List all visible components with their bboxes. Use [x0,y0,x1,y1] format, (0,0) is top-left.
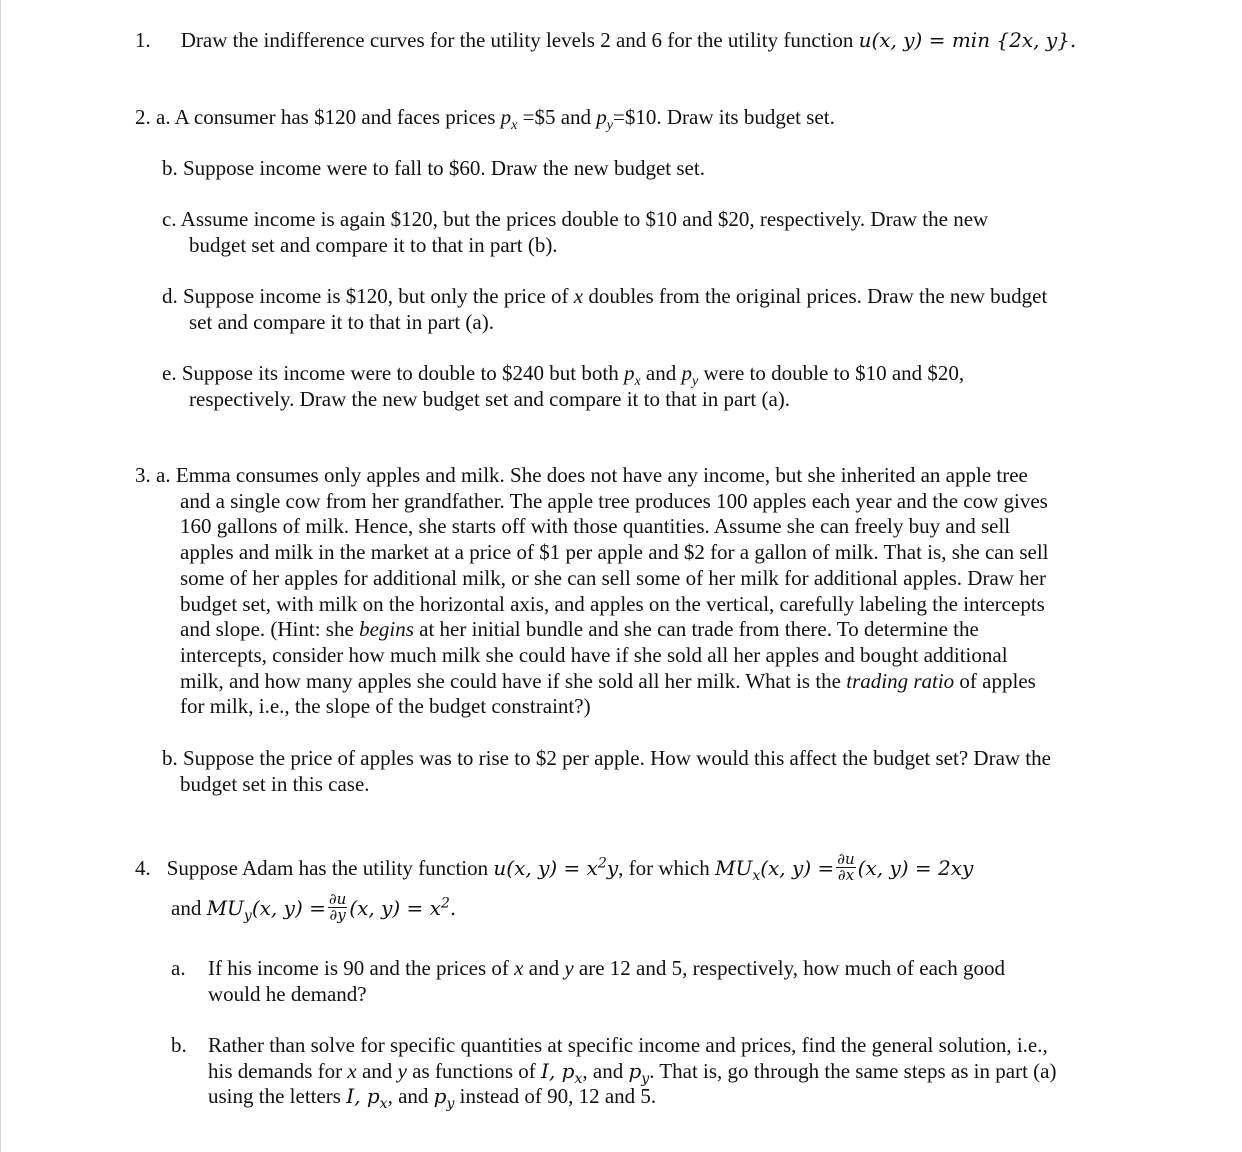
question-2b [162,156,705,182]
part-text: and a single cow from her grandfather. The apple tree produces 100 apples each year and the cow gives [180,488,1048,513]
part-text: Suppose income were to fall to $60. Draw the new budget set. [183,156,705,180]
part-text: were to double to $10 and $20, [698,361,965,385]
part-label: b. [171,1033,187,1057]
question-2e [162,361,964,412]
part-label: a. [156,105,171,129]
question-2a [135,105,835,134]
part-text: budget set in this case. [180,771,370,796]
part-text: using the letters [208,1084,347,1109]
py-subscript: y [692,374,699,390]
part-text: . That is, go through the same steps as in part (a) [649,1058,1057,1083]
part-label: e. [162,361,177,385]
question-1 [135,28,1076,54]
question-text: Draw the indifference curves for the utility levels 2 and 6 for the utility function [180,28,859,52]
question-4-line2 [171,890,457,925]
y-symbol: y [564,956,574,980]
question-number: 4. [135,856,151,880]
part-label: a. [156,463,171,487]
emphasis-text: trading ratio [846,668,955,693]
y-symbol: y [397,1058,407,1083]
part-text: Assume income is again $120, but the prices double to $10 and $20, respectively. Draw the new [180,207,989,231]
part-text: , and [387,1084,434,1109]
part-text: for milk, i.e., the slope of the budget constraint?) [180,694,591,719]
question-2d [162,284,1047,335]
part-text: are 12 and 5, respectively, how much of each good [573,956,1005,980]
part-text: If his income is 90 and the prices of [208,956,515,980]
part-text: doubles from the original prices. Draw the new budget [583,284,1048,308]
part-text: budget set, with milk on the horizontal axis, and apples on the vertical, carefully labeling the intercepts [180,591,1045,616]
py-subscript: y [606,118,614,134]
part-text: of apples [954,668,1036,693]
px-subscript: x [511,118,518,134]
part-text: and [523,956,565,980]
part-text: , and [582,1058,629,1083]
question-number: 3. [135,463,151,487]
part-text: budget set and compare it to that in part (b). [189,232,558,257]
question-2c [162,207,988,258]
part-label: d. [162,284,178,308]
px-symbol: p [500,105,512,129]
question-3b [162,746,1051,797]
income-price-symbols: I, $p_x$ [541,1058,583,1087]
question-text: Suppose Adam has the utility function [166,856,494,880]
py-symbol: $p_y$ [433,1084,455,1113]
x-symbol: x [514,956,524,980]
part-text: A consumer has $120 and faces prices [174,105,501,129]
part-text: Emma consumes only apples and milk. She does not have any income, but she inherited an apple tree [175,463,1028,487]
part-text: respectively. Draw the new budget set and compare it to that in part (a). [189,386,791,411]
part-text: =$5 and [517,105,597,129]
part-label: b. [162,156,178,180]
py-symbol: p [681,361,692,385]
part-text: Suppose the price of apples was to rise to $2 per apple. How would this affect the budget set? Draw the [183,746,1051,770]
x-symbol: x [573,284,584,308]
part-text: and slope. (Hint: she [180,617,360,642]
px-subscript: x [634,374,641,390]
mux-formula: $MU_x(x$, y) = $\frac{\partial u}{\partial x}$ (x, y) = 2xy [714,850,974,884]
x-symbol: x [347,1058,357,1083]
part-text: apples and milk in the market at a price of $1 per apple and $2 for a gallon of milk. That is, she can sell [180,540,1049,565]
py-symbol: $p_y$ [628,1058,650,1087]
question-number: 2. [135,105,151,129]
part-text: Rather than solve for specific quantities at specific income and prices, find the general solution, i.e., [208,1033,1048,1057]
part-text: instead of 90, 12 and 5. [454,1084,657,1109]
question-number: 1. [135,28,151,52]
part-text: Suppose its income were to double to $240 but both [181,361,624,385]
part-text: milk, and how many apples she could have if she sold all her milk. What is the [180,668,847,693]
part-label: b. [162,746,178,770]
question-4b [171,1033,1057,1113]
part-text: Suppose income is $120, but only the price of [183,284,574,308]
question-text: , for which [618,856,715,880]
part-text: at her initial bundle and she can trade from there. To determine the [413,617,979,642]
part-text: would he demand? [208,981,367,1006]
emphasis-text: begins [359,617,414,642]
part-text: and [640,361,682,385]
px-symbol: p [623,361,635,385]
question-3a [135,463,1049,720]
utility-formula: u(x, y) = min {2x, y}. [858,28,1077,52]
part-text: intercepts, consider how much milk she could have if she sold all her apples and bought additional [180,642,1008,667]
part-label: a. [171,956,186,980]
utility-formula: u(x, $y) = x^2y$ [493,855,619,880]
part-text: as functions of [406,1058,542,1083]
part-text: his demands for [208,1058,348,1083]
part-text: some of her apples for additional milk, or she can sell some of her milk for additional apples. Draw her [180,565,1047,590]
income-price-symbols: I, $p_x$ [346,1084,388,1113]
part-text: set and compare it to that in part (a). [189,309,494,334]
part-text: and [356,1058,398,1083]
muy-formula: $MU_y(x$, y) = $\frac{\partial u}{\partial y}$ (x, $y) = x^2$. [206,890,457,924]
py-symbol: p [596,105,607,129]
question-4 [135,850,974,885]
question-text: and [171,896,207,920]
part-text: =$10. Draw its budget set. [613,105,835,129]
question-4a [171,956,1005,1007]
part-label: c. [162,207,177,231]
part-text: 160 gallons of milk. Hence, she starts off with those quantities. Assume she can freely buy and sell [180,514,1011,539]
